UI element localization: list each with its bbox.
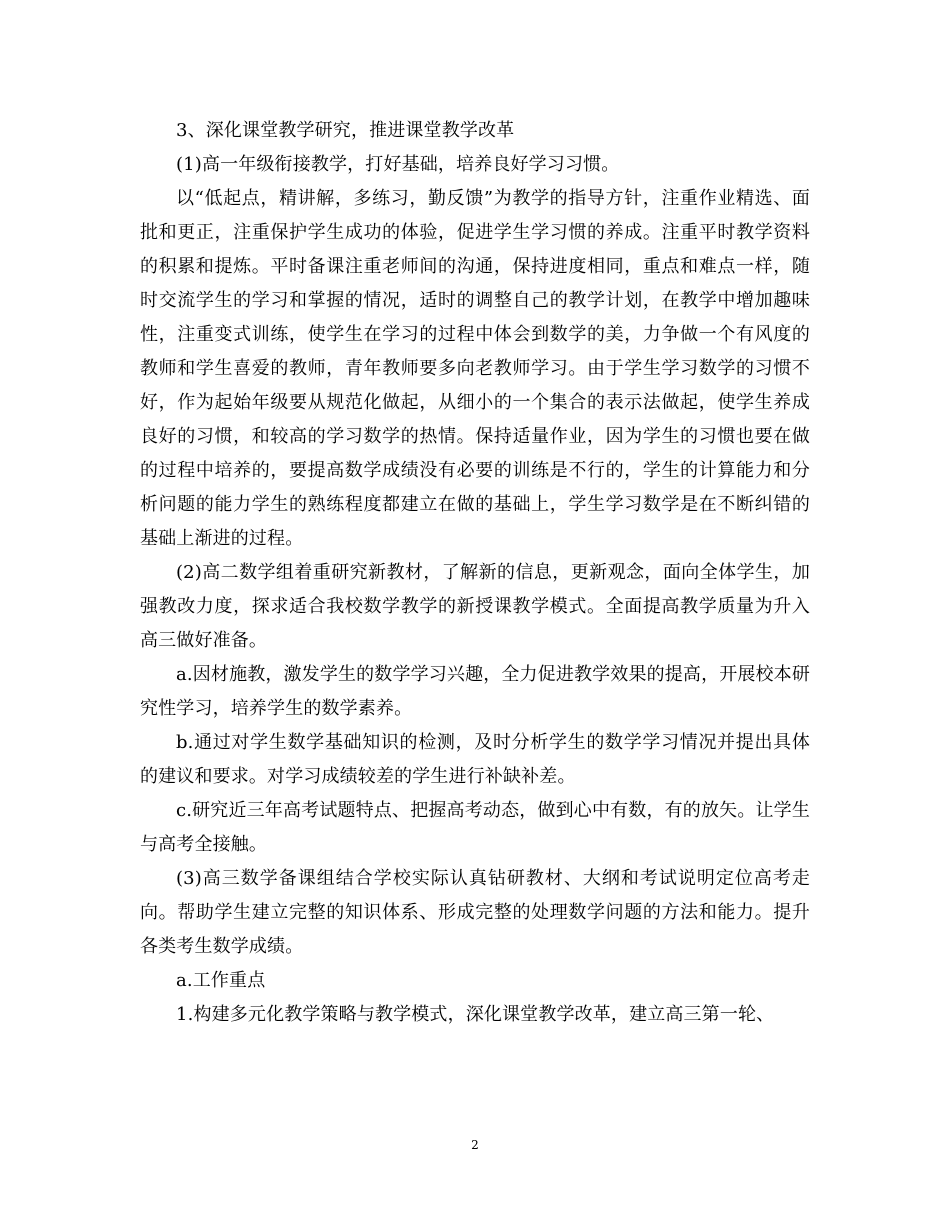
page-number: 2 <box>471 1138 479 1152</box>
section-heading: 3、深化课堂教学研究，推进课堂教学改革 <box>176 120 515 141</box>
document-body <box>140 114 810 1032</box>
paragraph-grade-three: (3)高三数学备课组结合学校实际认真钻研教材、大纲和考试说明定位高考走向。帮助学生建立完整的知识体系、形成完整的处理数学问题的方法和能力。提升各类考生数学成绩。 <box>140 868 810 957</box>
work-focus-heading: a.工作重点 <box>176 970 266 991</box>
work-focus-item-1: 1.构建多元化教学策略与教学模式，深化课堂教学改革，建立高三第一轮、 <box>176 1004 775 1025</box>
list-item-c: c.研究近三年高考试题特点、把握高考动态，做到心中有数，有的放矢。让学生与高考全接触。 <box>140 800 810 855</box>
list-item-b: b.通过对学生数学基础知识的检测，及时分析学生的数学学习情况并提出具体的建议和要求。对学习成绩较差的学生进行补缺补差。 <box>140 732 810 787</box>
paragraph-grade-two: (2)高二数学组着重研究新教材，了解新的信息，更新观念，面向全体学生，加强教改力度，探求适合我校数学教学的新授课教学模式。全面提高教学质量为升入高三做好准备。 <box>140 562 810 651</box>
paragraph-grade-one-body: 以“低起点，精讲解，多练习，勤反馈”为教学的指导方针，注重作业精选、面批和更正，注重保护学生成功的体验，促进学生学习惯的养成。注重平时教学资料的积累和提炼。平时备课注重老师间的沟通，保持进度相同，重点和难点一样，随时交流学生的学习和掌握的情况，适时的调整自己的教学计划，在教学中增加趣味性，注重变式训练，使学生在学习的过程中体会到数学的美，力争做一个有风度的教师和学生喜爱的教师，青年教师要多向老教师学习。由于学生学习数学的习惯不好，作为起始年级要从规范化做起，从细小的一个集合的表示法做起，使学生养成良好的习惯，和较高的学习数学的热情。保持适量作业，因为学生的习惯也要在做的过程中培养的，要提高数学成绩没有必要的训练是不行的，学生的计算能力和分析问题的能力学生的熟练程度都建立在做的基础上，学生学习数学是在不断纠错的基础上渐进的过程。 <box>140 188 810 549</box>
list-item-a: a.因材施教，激发学生的数学学习兴趣，全力促进教学效果的提高，开展校本研究性学习，培养学生的数学素养。 <box>140 664 810 719</box>
subsection-heading-grade-one: (1)高一年级衔接教学，打好基础，培养良好学习习惯。 <box>176 154 620 175</box>
